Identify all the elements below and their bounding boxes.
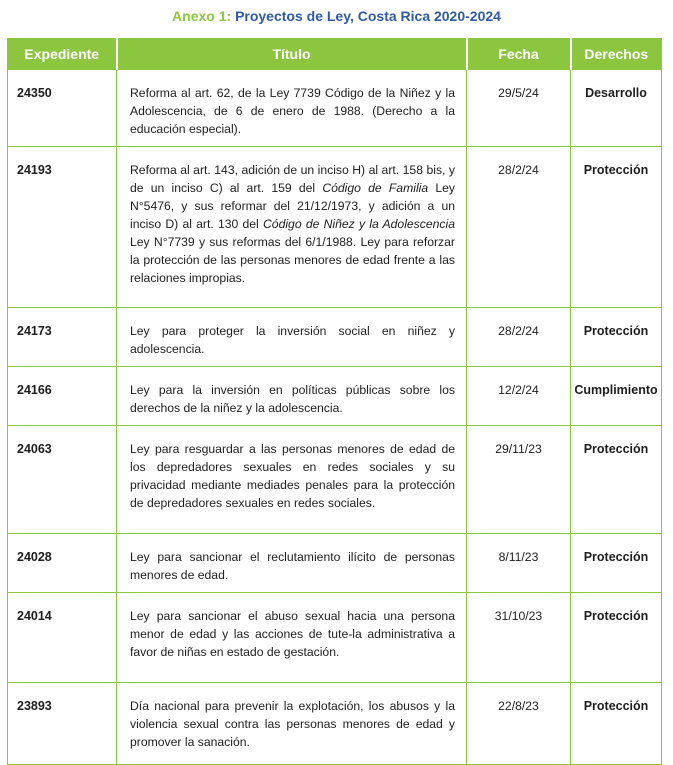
titulo-italic-codigo-familia: Código de Familia	[322, 181, 429, 195]
table-row	[8, 147, 662, 308]
cell-fecha: 22/8/23	[467, 683, 571, 765]
titulo-italic-codigo-ninez: Código de Niñez y la Adolescencia	[262, 217, 455, 231]
cell-fecha: 29/11/23	[467, 426, 571, 534]
cell-expediente: 24166	[8, 367, 117, 426]
page-title	[0, 8, 673, 24]
header-titulo: Título	[117, 38, 467, 70]
cell-titulo: Ley para resguardar a las personas menores de edad de los depredadores sexuales en redes sociales y su privacidad mediante mediades penales para la protección de depredadores sexuales en redes sociales.	[117, 426, 467, 534]
cell-titulo	[117, 147, 467, 308]
cell-expediente: 24350	[8, 70, 117, 147]
cell-titulo: Ley para sancionar el abuso sexual hacia una persona menor de edad y las acciones de tute-la administrativa a favor de niñas en estado de gestación.	[117, 593, 467, 683]
cell-expediente: 24193	[8, 147, 117, 308]
cell-derechos: Desarrollo	[571, 70, 662, 147]
cell-titulo: Reforma al art. 62, de la Ley 7739 Código de la Niñez y la Adolescencia, de 6 de enero de 1988. (Derecho a la educación especial).	[117, 70, 467, 147]
table-row	[8, 426, 662, 534]
cell-expediente: 24173	[8, 308, 117, 367]
cell-fecha: 31/10/23	[467, 593, 571, 683]
cell-titulo: Ley para proteger la inversión social en niñez y adolescencia.	[117, 308, 467, 367]
cell-derechos: Cumplimiento	[571, 367, 662, 426]
header-expediente: Expediente	[8, 38, 117, 70]
cell-expediente: 24014	[8, 593, 117, 683]
table-row	[8, 534, 662, 593]
header-derechos: Derechos	[571, 38, 662, 70]
cell-titulo: Ley para sancionar el reclutamiento ilícito de personas menores de edad.	[117, 534, 467, 593]
cell-derechos: Protección	[571, 147, 662, 308]
cell-expediente: 24028	[8, 534, 117, 593]
cell-derechos: Protección	[571, 426, 662, 534]
cell-titulo: Día nacional para prevenir la explotación, los abusos y la violencia sexual contra las personas menores de edad y promover la sanación.	[117, 683, 467, 765]
cell-fecha: 8/11/23	[467, 534, 571, 593]
table-header-row	[8, 38, 662, 70]
table-row	[8, 683, 662, 765]
table-row	[8, 593, 662, 683]
titulo-text-1: Reforma al art. 143, adición de un inciso H) al art. 158 bis, y de un inciso C) al art. 159 del	[130, 163, 455, 195]
cell-derechos: Protección	[571, 534, 662, 593]
annex-label: Anexo 1:	[172, 8, 232, 24]
table-row	[8, 308, 662, 367]
cell-derechos: Protección	[571, 593, 662, 683]
header-fecha: Fecha	[467, 38, 571, 70]
cell-titulo: Ley para la inversión en políticas públicas sobre los derechos de la niñez y la adolescencia.	[117, 367, 467, 426]
cell-fecha: 12/2/24	[467, 367, 571, 426]
table-row	[8, 367, 662, 426]
cell-fecha: 28/2/24	[467, 147, 571, 308]
cell-derechos: Protección	[571, 308, 662, 367]
cell-fecha: 28/2/24	[467, 308, 571, 367]
cell-expediente: 23893	[8, 683, 117, 765]
cell-derechos: Protección	[571, 683, 662, 765]
cell-expediente: 24063	[8, 426, 117, 534]
titulo-text-2: Ley N°5476, y sus reformar del 21/12/1973, y adición a un inciso D) al art. 130 del	[130, 181, 455, 231]
annex-title: Proyectos de Ley, Costa Rica 2020-2024	[235, 8, 501, 24]
cell-fecha: 29/5/24	[467, 70, 571, 147]
table-row	[8, 70, 662, 147]
titulo-text-3: Ley N°7739 y sus reformas del 6/1/1988. Ley para reforzar la protección de las personas menores de edad frente a las relaciones impropias.	[130, 235, 455, 285]
bills-table	[7, 38, 662, 765]
